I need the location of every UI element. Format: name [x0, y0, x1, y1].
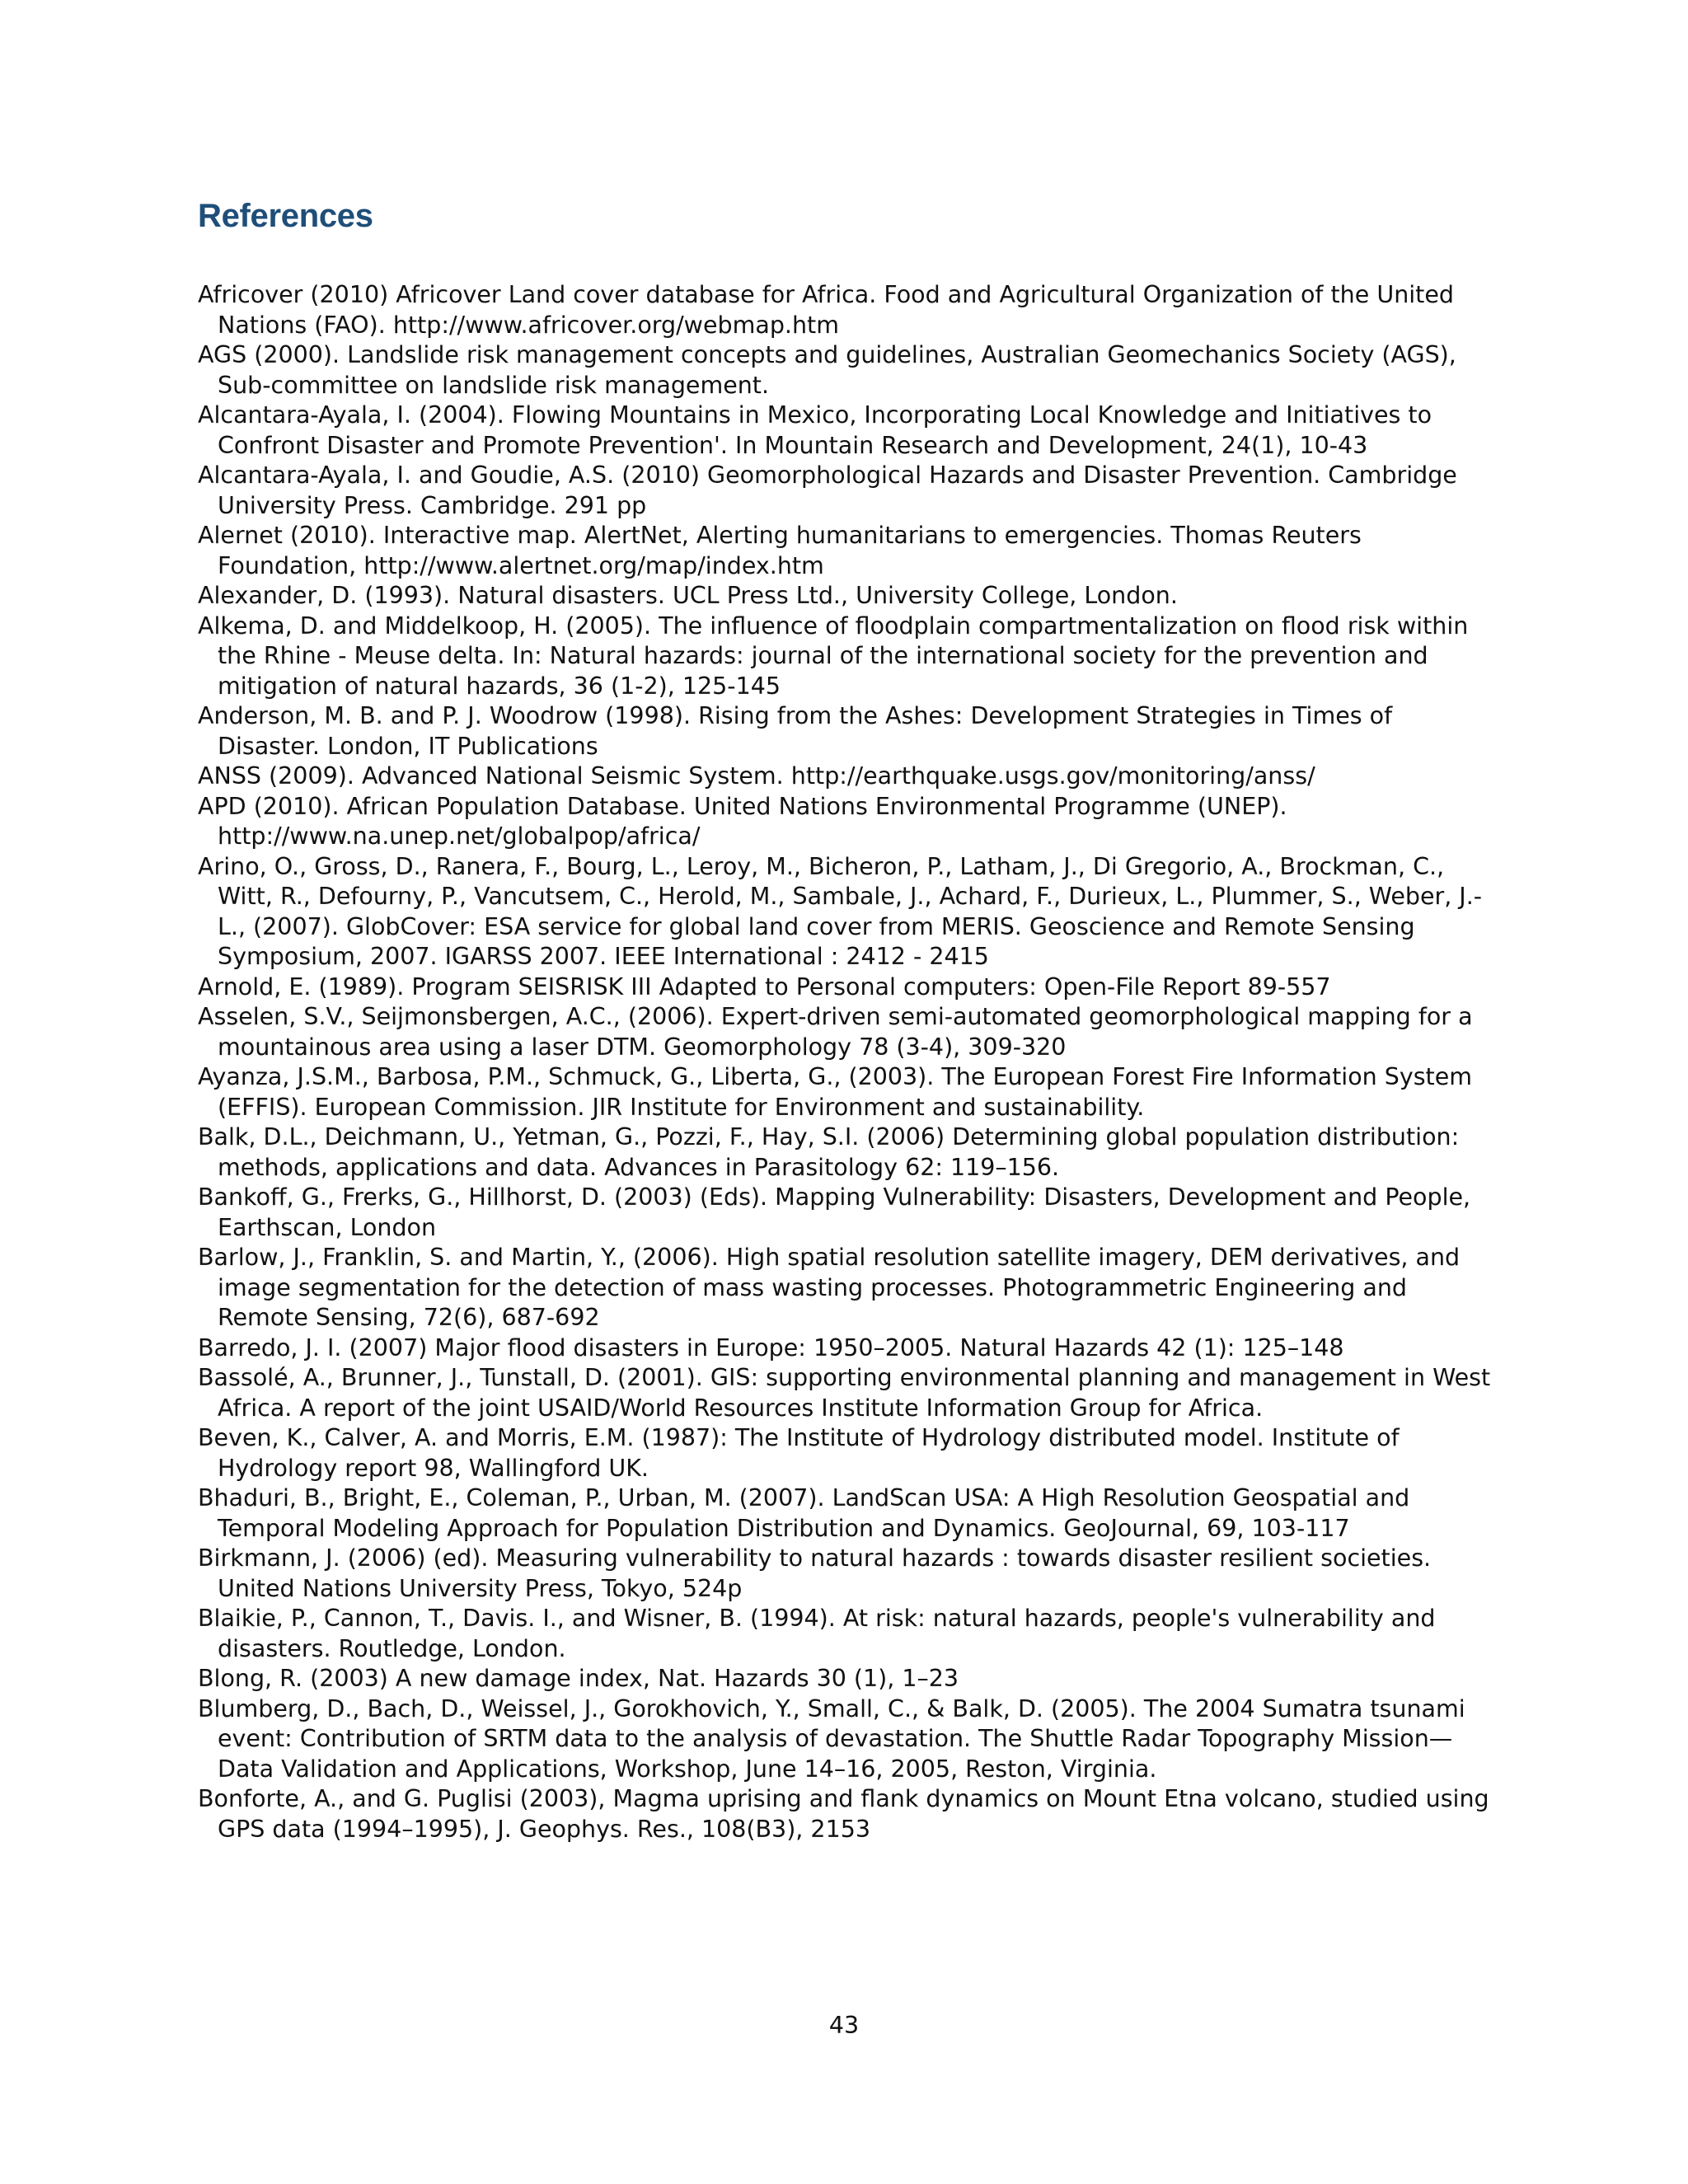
reference-item: Barredo, J. I. (2007) Major flood disasters in Europe: 1950–2005. Natural Hazards 42 (1): 125–148: [198, 1333, 1344, 1361]
reference-item: Blong, R. (2003) A new damage index, Nat. Hazards 30 (1), 1–23: [198, 1665, 959, 1692]
reference-item: Alcantara-Ayala, I. (2004). Flowing Mountains in Mexico, Incorporating Local Knowledge and Initiatives to Confront Disaster and Promote Prevention'. In Mountain Research and Development, 24(1), 10-43: [198, 401, 1432, 459]
reference-item: Birkmann, J. (2006) (ed). Measuring vulnerability to natural hazards : towards disaster resilient societies. United Nations University Press, Tokyo, 524p: [198, 1544, 1432, 1602]
reference-item: Arnold, E. (1989). Program SEISRISK III Adapted to Personal computers: Open-File Report 89-557: [198, 972, 1331, 1001]
reference-item: Alernet (2010). Interactive map. AlertNet, Alerting humanitarians to emergencies. Thomas Reuters Foundation, http://www.alertnet.org/map/index.htm: [198, 522, 1362, 579]
reference-item: Africover (2010) Africover Land cover database for Africa. Food and Agricultural Organization of the United Nations (FAO). http://www.africover.org/webmap.htm: [198, 281, 1454, 339]
reference-item: Blumberg, D., Bach, D., Weissel, J., Gorokhovich, Y., Small, C., & Balk, D. (2005). The 2004 Sumatra tsunami event: Contribution of SRTM data to the analysis of devastation. The Shuttle Radar Topography Mission—Data Validation and Applications, Workshop, June 14–16, 2005, Reston, Virginia.: [198, 1694, 1465, 1783]
reference-item: Bankoff, G., Frerks, G., Hillhorst, D. (2003) (Eds). Mapping Vulnerability: Disasters, Development and People, Earthscan, London: [198, 1183, 1471, 1241]
reference-item: Ayanza, J.S.M., Barbosa, P.M., Schmuck, G., Liberta, G., (2003). The European Forest Fire Information System (EFFIS). European Commission. JIR Institute for Environment and sustainability.: [198, 1063, 1473, 1121]
reference-item: Balk, D.L., Deichmann, U., Yetman, G., Pozzi, F., Hay, S.I. (2006) Determining global population distribution: methods, applications and data. Advances in Parasitology 62: 119–156.: [198, 1123, 1460, 1181]
reference-item: Asselen, S.V., Seijmonsbergen, A.C., (2006). Expert-driven semi-automated geomorphological mapping for a mountainous area using a laser DTM. Geomorphology 78 (3-4), 309-320: [198, 1003, 1473, 1061]
reference-item: ANSS (2009). Advanced National Seismic System. http://earthquake.usgs.gov/monitoring/anss/: [198, 762, 1315, 790]
reference-item: Bhaduri, B., Bright, E., Coleman, P., Urban, M. (2007). LandScan USA: A High Resolution Geospatial and Temporal Modeling Approach for Population Distribution and Dynamics. GeoJournal, 69, 103-117: [198, 1484, 1410, 1542]
reference-item: Alcantara-Ayala, I. and Goudie, A.S. (2010) Geomorphological Hazards and Disaster Prevention. Cambridge University Press. Cambridge. 291 pp: [198, 462, 1457, 519]
reference-item: APD (2010). African Population Database. United Nations Environmental Programme (UNEP). http://www.na.unep.net/globalpop/africa/: [198, 792, 1287, 850]
reference-item: AGS (2000). Landslide risk management concepts and guidelines, Australian Geomechanics Society (AGS), Sub-committee on landslide risk management.: [198, 341, 1456, 399]
page-title: References: [198, 198, 373, 234]
page-number: 43: [828, 2012, 860, 2039]
reference-item: Alexander, D. (1993). Natural disasters. UCL Press Ltd., University College, London.: [198, 582, 1178, 609]
reference-item: Arino, O., Gross, D., Ranera, F., Bourg, L., Leroy, M., Bicheron, P., Latham, J., Di Gregorio, A., Brockman, C., Witt, R., Defourny, P., Vancutsem, C., Herold, M., Sambale, J., Achard, F., Durieux, L., Plummer, S., Weber, J.-L., (2007). GlobCover: ESA service for global land cover from MERIS. Geoscience and Remote Sensing Symposium, 2007. IGARSS 2007. IEEE International : 2412 - 2415: [198, 852, 1483, 970]
reference-item: Bassolé, A., Brunner, J., Tunstall, D. (2001). GIS: supporting environmental planning and management in West Africa. A report of the joint USAID/World Resources Institute Information Group for Africa.: [198, 1364, 1491, 1422]
reference-item: Anderson, M. B. and P. J. Woodrow (1998). Rising from the Ashes: Development Strategies in Times of Disaster. London, IT Publications: [198, 702, 1393, 760]
reference-item: Barlow, J., Franklin, S. and Martin, Y., (2006). High spatial resolution satellite imagery, DEM derivatives, and image segmentation for the detection of mass wasting processes. Photogrammetric Engineering and Remote Sensing, 72(6), 687-692: [198, 1244, 1461, 1331]
reference-item: Beven, K., Calver, A. and Morris, E.M. (1987): The Institute of Hydrology distributed model. Institute of Hydrology report 98, Wallingford UK.: [198, 1424, 1400, 1482]
reference-item: Blaikie, P., Cannon, T., Davis. I., and Wisner, B. (1994). At risk: natural hazards, people's vulnerability and disasters. Routledge, London.: [198, 1605, 1436, 1662]
reference-item: Bonforte, A., and G. Puglisi (2003), Magma uprising and flank dynamics on Mount Etna volcano, studied using GPS data (1994–1995), J. Geophys. Res., 108(B3), 2153: [198, 1785, 1489, 1843]
reference-item: Alkema, D. and Middelkoop, H. (2005). The influence of floodplain compartmentalization on flood risk within the Rhine - Meuse delta. In: Natural hazards: journal of the international society for the prevention and mitigation of natural hazards, 36 (1-2), 125-145: [198, 612, 1469, 700]
reference-list: [198, 280, 1500, 1844]
